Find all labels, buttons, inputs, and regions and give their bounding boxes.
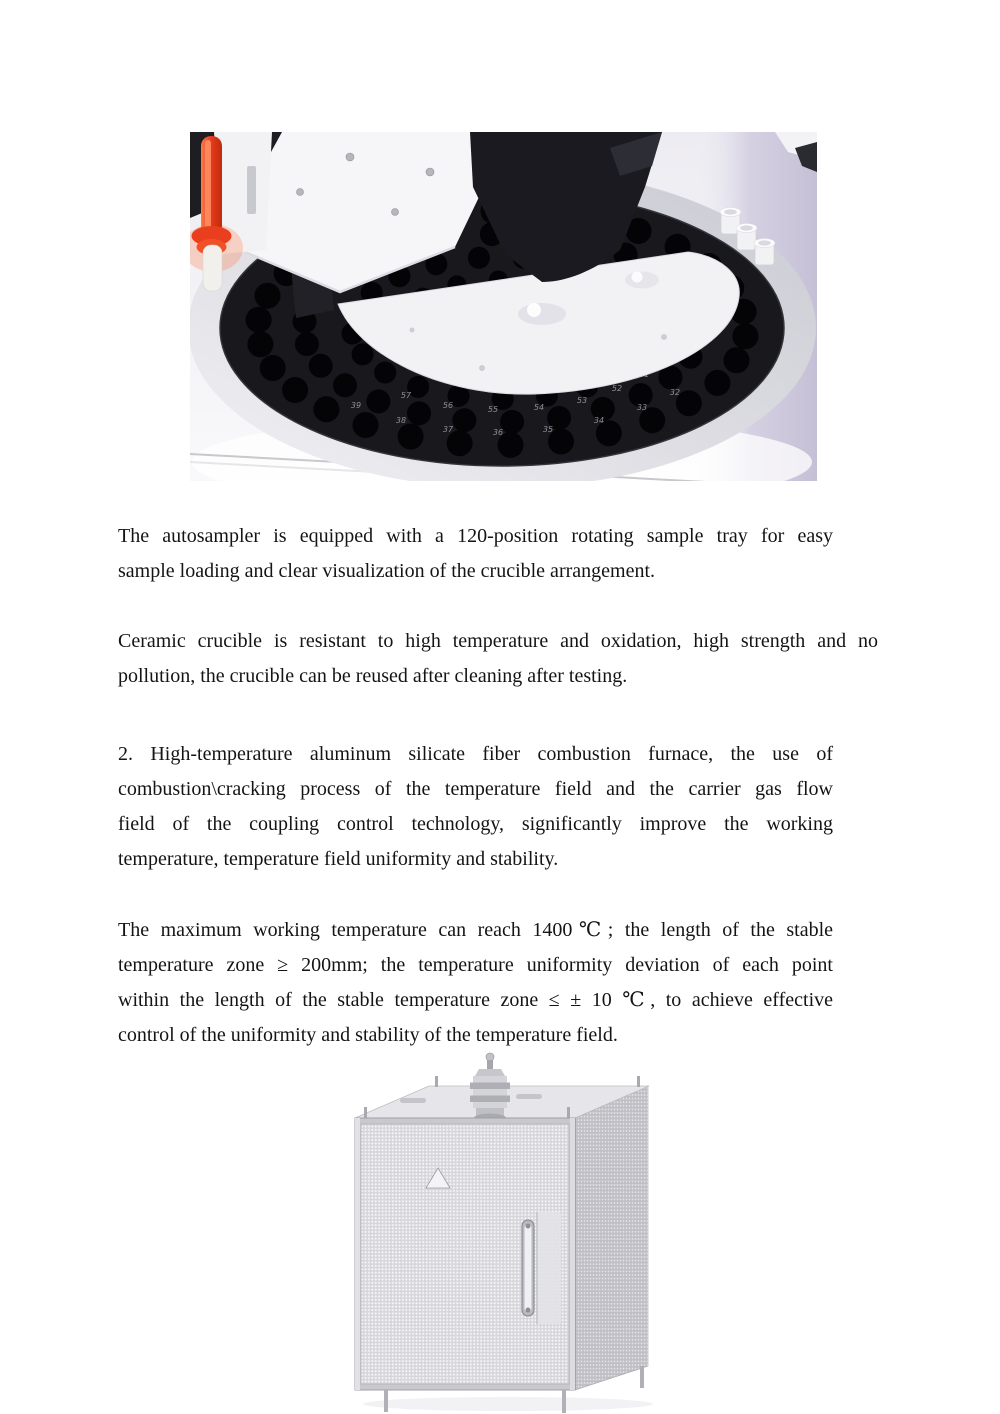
paragraph-temperature xyxy=(118,913,833,1053)
tray-hole xyxy=(724,347,750,373)
text-line: within the length of the stable temperature zone ≤ ± 10 ℃, to achieve effective xyxy=(118,989,833,1011)
text-line: field of the coupling control technology, significantly improve the working xyxy=(118,813,833,835)
autosampler-photo xyxy=(190,132,817,481)
tray-position-number: 33 xyxy=(636,403,648,412)
tray-hole xyxy=(366,389,390,413)
tray-hole xyxy=(447,430,473,456)
tray-hole xyxy=(333,373,357,397)
furnace-photo xyxy=(340,1050,660,1414)
furnace-gas-fitting xyxy=(470,1053,510,1123)
paragraph-furnace xyxy=(118,737,833,877)
text-line: combustion\cracking process of the temperature field and the carrier gas flow xyxy=(118,778,833,800)
tray-hole xyxy=(407,401,431,425)
furnace-side-panel xyxy=(575,1086,648,1390)
tray-hole xyxy=(374,362,396,384)
text-line: pollution, the crucible can be reused after cleaning after testing. xyxy=(118,665,628,687)
tray-position-number: 55 xyxy=(487,405,499,414)
tray-position-number: 32 xyxy=(669,388,681,397)
tray-position-number: 34 xyxy=(593,416,605,425)
tray-position-number: 37 xyxy=(442,425,454,434)
ceramic-tip xyxy=(203,245,222,291)
autosampler-illustration xyxy=(190,132,817,481)
tray-hole xyxy=(468,247,490,269)
tray-hole xyxy=(260,355,286,381)
paragraph-crucible xyxy=(118,624,878,694)
tray-hole xyxy=(295,332,319,356)
tray-hole xyxy=(246,307,272,333)
text-line: control of the uniformity and stability of the temperature field. xyxy=(118,1024,618,1046)
tray-hole xyxy=(704,370,730,396)
crucible xyxy=(736,223,757,250)
tray-hole xyxy=(398,424,424,450)
text-line: The autosampler is equipped with a 120-position rotating sample tray for easy xyxy=(118,525,833,547)
tray-position-number: 52 xyxy=(611,384,623,393)
tray-position-number: 35 xyxy=(542,425,554,434)
tray-hole xyxy=(247,331,273,357)
text-line: sample loading and clear visualization of the crucible arrangement. xyxy=(118,560,656,582)
text-line: temperature, temperature field uniformity and stability. xyxy=(118,848,559,870)
tray-hole xyxy=(500,410,524,434)
tray-position-number: 39 xyxy=(350,401,362,410)
tray-hole xyxy=(313,396,339,422)
tray-hole xyxy=(352,343,374,365)
tray-hole xyxy=(255,283,281,309)
door-handle xyxy=(522,1220,534,1316)
paragraph-autosampler xyxy=(118,519,833,589)
tray-hole xyxy=(732,323,758,349)
tray-hole xyxy=(452,408,476,432)
tray-position-number: 56 xyxy=(442,401,454,410)
furnace-door xyxy=(522,1212,561,1324)
tray-position-number: 38 xyxy=(395,416,407,425)
text-line: Ceramic crucible is resistant to high temperature and oxidation, high strength and no xyxy=(118,630,878,652)
furnace-illustration xyxy=(340,1050,660,1414)
tray-hole xyxy=(353,412,379,438)
crucible xyxy=(754,238,775,265)
tray-hole xyxy=(282,377,308,403)
text-line: 2. High-temperature aluminum silicate fiber combustion furnace, the use of xyxy=(118,743,833,765)
floor-shadow xyxy=(363,1397,653,1411)
tray-hole xyxy=(309,354,333,378)
text-line: The maximum working temperature can reach 1400℃; the length of the stable xyxy=(118,919,833,941)
tray-position-number: 57 xyxy=(400,391,412,400)
tray-position-number: 54 xyxy=(533,403,545,412)
tray-position-number: 53 xyxy=(576,396,588,405)
text-line: temperature zone ≥ 200mm; the temperature uniformity deviation of each point xyxy=(118,954,833,976)
tray-position-number: 36 xyxy=(492,428,504,437)
